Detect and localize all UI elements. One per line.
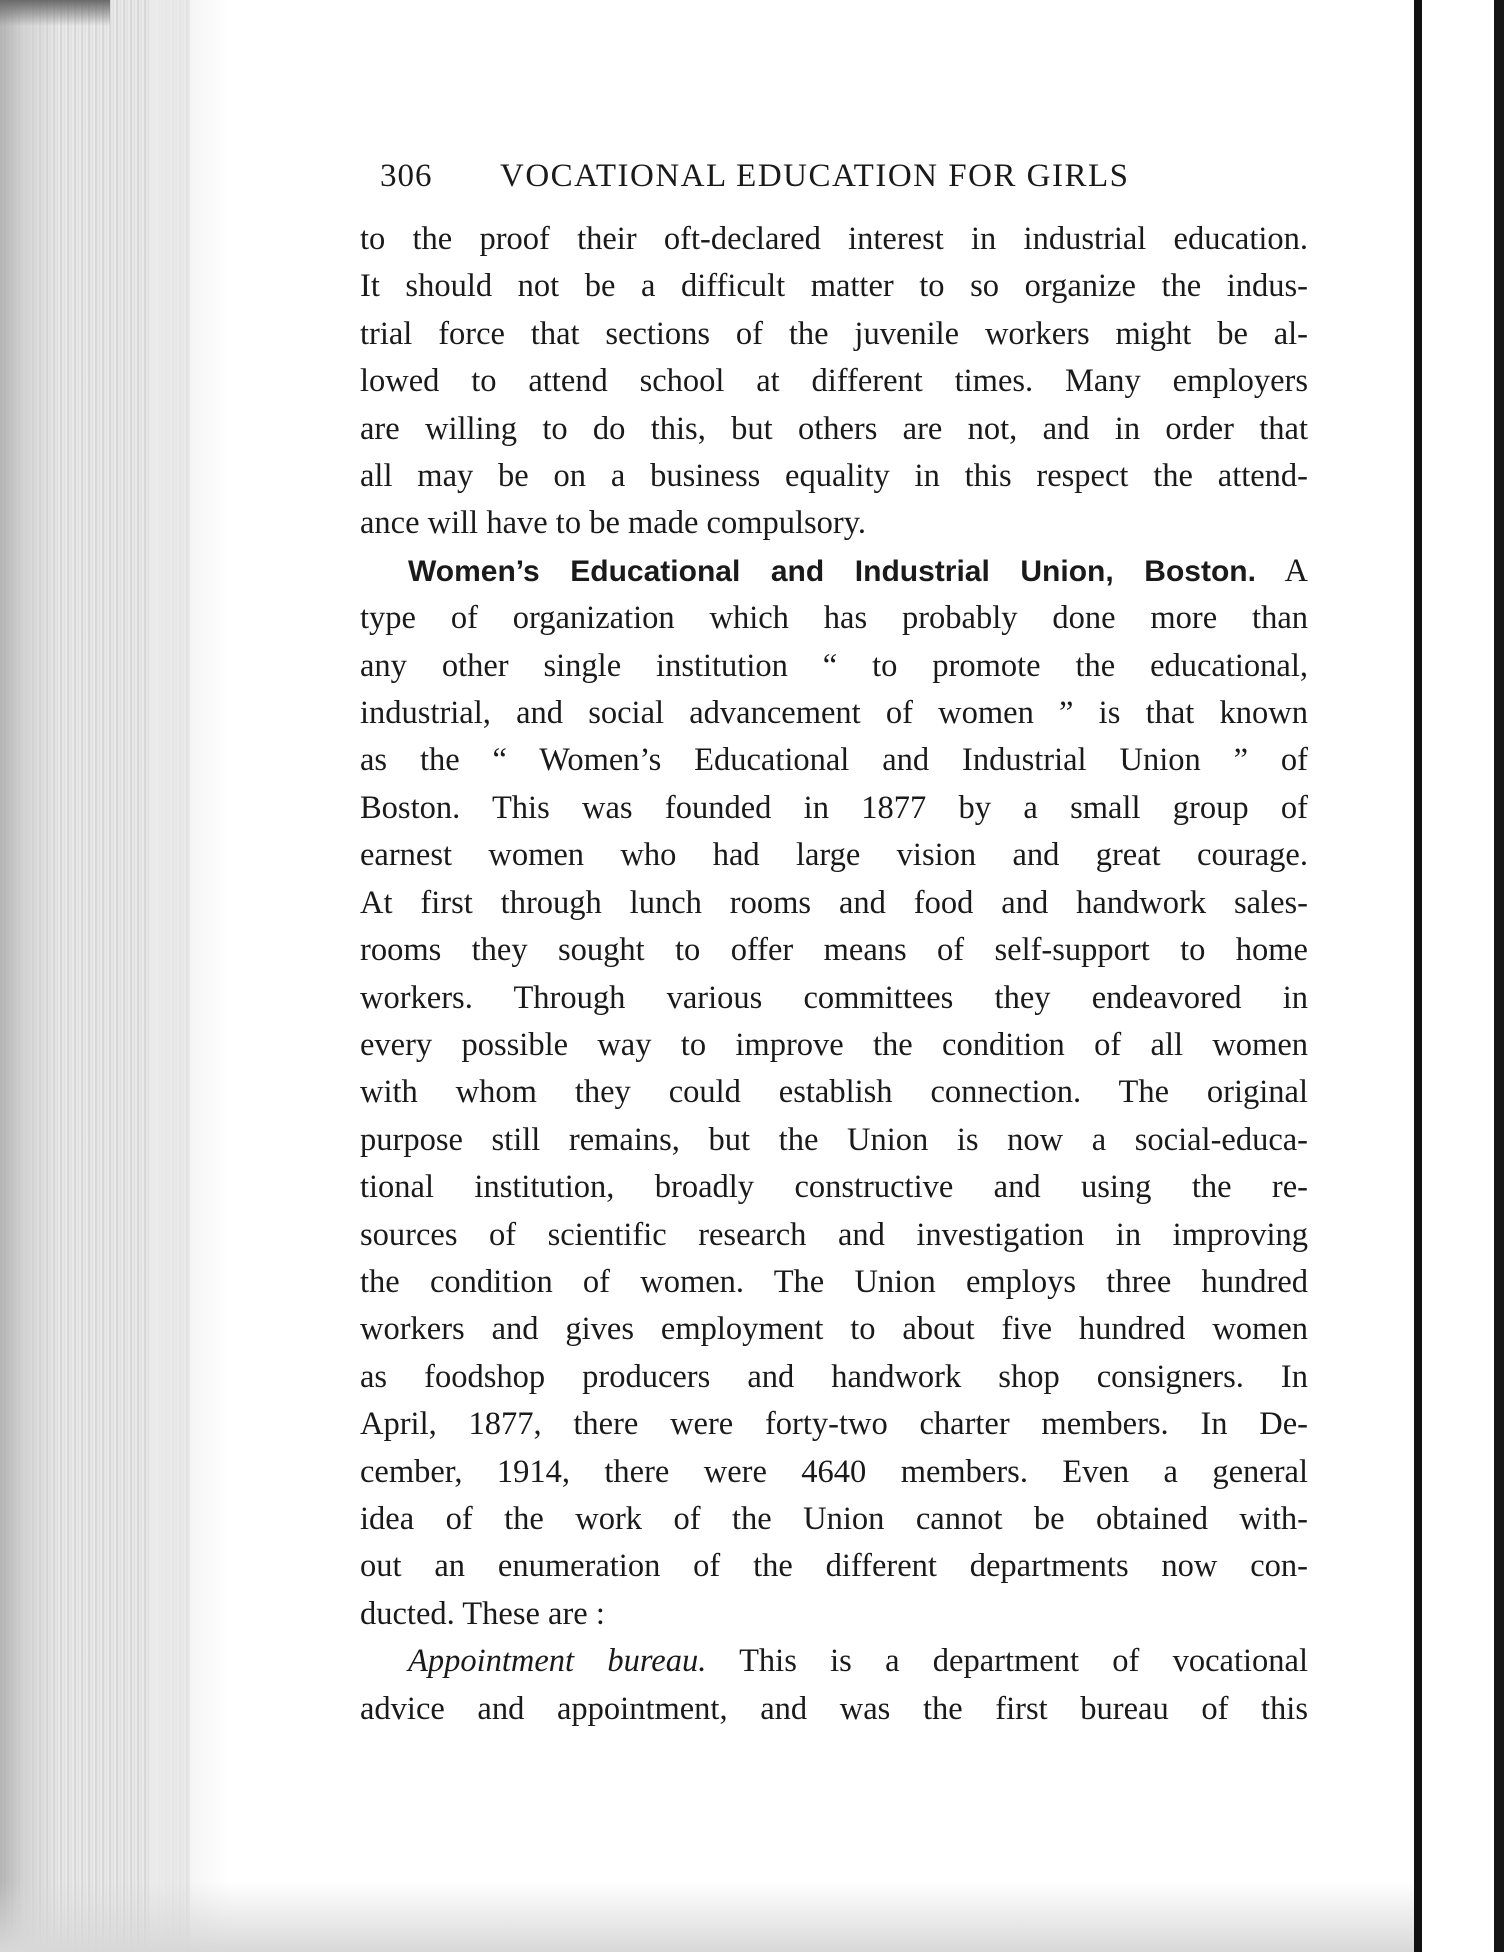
page-number: 306 bbox=[380, 158, 433, 194]
bottom-shadow bbox=[0, 1882, 1420, 1952]
text-line: advice and appointment, and was the first bureau of this bbox=[360, 1690, 1308, 1727]
gutter-line bbox=[1414, 0, 1422, 1952]
running-head-title: VOCATIONAL EDUCATION FOR GIRLS bbox=[500, 158, 1130, 194]
paragraph-2 bbox=[360, 548, 1308, 1638]
text-line: rooms they sought to offer means of self-support to home bbox=[360, 932, 1308, 969]
text-line: ance will have to be made compulsory. bbox=[360, 505, 866, 542]
cover-corner bbox=[0, 0, 110, 26]
text-line: earnest women who had large vision and great courage. bbox=[360, 837, 1308, 874]
text-line: workers and gives employment to about five hundred women bbox=[360, 1311, 1308, 1348]
text-line: are willing to do this, but others are not, and in order that bbox=[360, 410, 1308, 447]
text-line: any other single institution “ to promote the educational, bbox=[360, 647, 1308, 684]
text-fragment: This is a department of vocational bbox=[739, 1643, 1309, 1680]
text-fragment: A bbox=[1284, 552, 1308, 589]
text-line: industrial, and social advancement of women ” is that known bbox=[360, 695, 1308, 732]
text-line: workers. Through various committees they endeavored in bbox=[360, 979, 1308, 1016]
text-line: purpose still remains, but the Union is now a social-educa- bbox=[360, 1121, 1308, 1158]
text-line: It should not be a difficult matter to so organize the indus- bbox=[360, 268, 1308, 305]
scan-frame-edge bbox=[1494, 0, 1504, 1952]
text-line: out an enumeration of the different departments now con- bbox=[360, 1548, 1308, 1585]
running-head bbox=[380, 158, 1308, 202]
section-heading: Women’s Educational and Industrial Union, Boston. bbox=[408, 554, 1256, 588]
facing-page-strip bbox=[1422, 0, 1504, 1952]
text-line: every possible way to improve the condition of all women bbox=[360, 1026, 1308, 1063]
text-line: cember, 1914, there were 4640 members. Even a general bbox=[360, 1453, 1308, 1490]
text-line: ducted. These are : bbox=[360, 1595, 605, 1632]
text-line bbox=[360, 548, 1308, 595]
text-line: April, 1877, there were forty-two charter members. In De- bbox=[360, 1406, 1308, 1443]
text-line: Boston. This was founded in 1877 by a small group of bbox=[360, 789, 1308, 826]
text-line: sources of scientific research and investigation in improving bbox=[360, 1216, 1308, 1253]
binding-shadow bbox=[0, 0, 60, 1952]
text-line: all may be on a business equality in this respect the attend- bbox=[360, 458, 1308, 495]
paragraph-1 bbox=[360, 216, 1308, 548]
italic-lead: Appointment bureau. bbox=[408, 1643, 707, 1680]
text-line: idea of the work of the Union cannot be obtained with- bbox=[360, 1500, 1308, 1537]
text-line: type of organization which has probably done more than bbox=[360, 600, 1308, 637]
text-line: At first through lunch rooms and food and handwork sales- bbox=[360, 884, 1308, 921]
page-edge-fade bbox=[150, 0, 230, 1952]
page-text-block bbox=[360, 158, 1308, 1733]
paragraph-3 bbox=[360, 1638, 1308, 1733]
text-line: lowed to attend school at different times. Many employers bbox=[360, 363, 1308, 400]
text-line: the condition of women. The Union employs three hundred bbox=[360, 1263, 1308, 1300]
text-line: tional institution, broadly constructive and using the re- bbox=[360, 1169, 1308, 1206]
text-line: to the proof their oft-declared interest in industrial education. bbox=[360, 221, 1308, 257]
text-line: with whom they could establish connection. The original bbox=[360, 1074, 1308, 1111]
text-line: as the “ Women’s Educational and Industrial Union ” of bbox=[360, 742, 1308, 779]
text-line: as foodshop producers and handwork shop consigners. In bbox=[360, 1358, 1308, 1395]
text-line bbox=[360, 1638, 1308, 1685]
text-line: trial force that sections of the juvenile workers might be al- bbox=[360, 315, 1308, 352]
